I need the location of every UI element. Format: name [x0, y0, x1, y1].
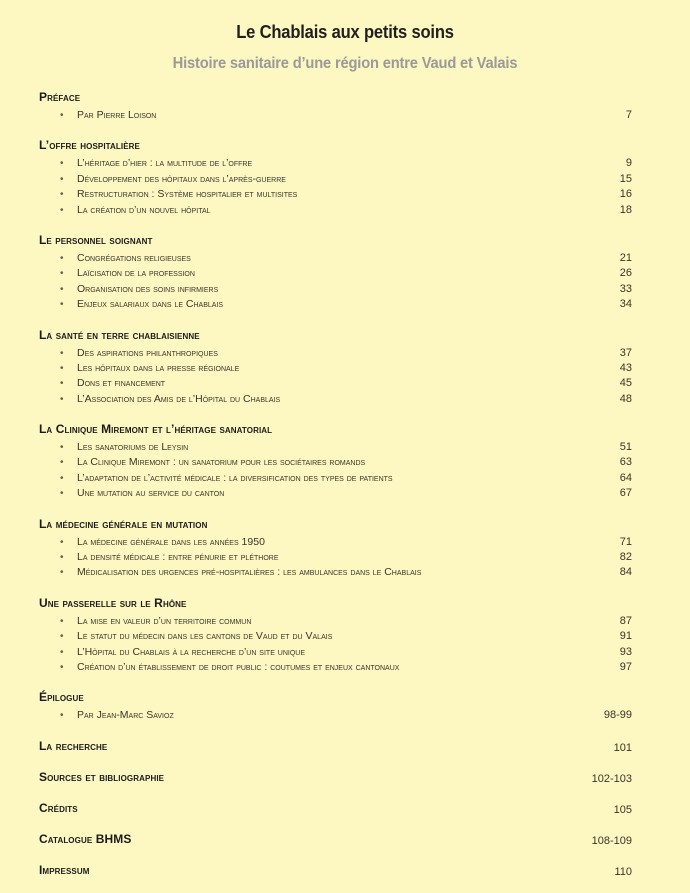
section-heading: Crédits	[39, 800, 78, 815]
bullet-icon: •	[60, 631, 64, 643]
toc-entry[interactable]	[39, 455, 632, 470]
entry-label: Enjeux salariaux dans le Chablais	[77, 298, 224, 311]
page-title: Le Chablais aux petits soins	[236, 22, 454, 42]
bullet-icon: •	[60, 189, 64, 201]
toc-standalone-entry[interactable]	[39, 738, 632, 769]
bullet-icon: •	[60, 567, 64, 579]
toc-entry[interactable]	[39, 550, 632, 565]
section-heading: Catalogue BHMS	[39, 831, 132, 846]
bullet-icon: •	[60, 646, 64, 658]
toc-entry[interactable]	[39, 282, 632, 297]
toc-entry[interactable]	[39, 297, 632, 312]
entry-page-number: 97	[619, 660, 632, 673]
entry-page-number: 34	[619, 298, 632, 311]
toc-entry[interactable]	[39, 565, 632, 580]
bullet-icon: •	[60, 378, 64, 390]
entry-label: L’Hôpital du Chablais à la recherche d’un site unique	[77, 645, 306, 658]
toc-entry[interactable]	[39, 614, 632, 629]
toc-entry[interactable]	[39, 660, 632, 675]
toc-section	[39, 421, 632, 502]
entry-page-number: 37	[619, 346, 632, 359]
bullet-icon: •	[60, 204, 64, 216]
bullet-icon: •	[60, 299, 64, 311]
toc-section	[39, 689, 632, 723]
entry-label: Des aspirations philanthropiques	[77, 346, 218, 359]
entry-page-number: 21	[619, 251, 632, 264]
toc-entry[interactable]	[39, 266, 632, 281]
toc-entry[interactable]	[39, 346, 632, 361]
toc-entry[interactable]	[39, 203, 632, 218]
entry-label: Développement des hôpitaux dans l’après-guerre	[77, 172, 286, 185]
bullet-icon: •	[60, 536, 64, 548]
toc-standalone-entry[interactable]	[39, 800, 632, 831]
entry-page-number: 48	[619, 392, 632, 405]
toc-standalone-entry[interactable]	[39, 862, 632, 893]
toc-entry[interactable]	[39, 172, 632, 187]
toc-section	[39, 232, 632, 313]
section-heading[interactable]: La Clinique Miremont et l’héritage sanatorial	[39, 422, 273, 437]
entry-label: La création d’un nouvel hôpital	[77, 203, 211, 216]
toc-entry[interactable]	[39, 187, 632, 202]
entry-label: Par Pierre Loison	[77, 109, 157, 121]
section-heading: Sources et bibliographie	[39, 769, 165, 784]
toc-entry[interactable]	[39, 392, 632, 407]
toc-standalone-entry[interactable]	[39, 831, 632, 862]
toc-entry[interactable]	[39, 535, 632, 550]
entry-page-number: 26	[619, 267, 632, 280]
entry-page-number: 18	[619, 203, 632, 216]
bullet-icon: •	[60, 442, 64, 454]
section-heading[interactable]: Une passerelle sur le Rhône	[39, 595, 187, 610]
entry-page-number: 84	[619, 566, 632, 579]
bullet-icon: •	[60, 158, 64, 170]
entry-page-number: 51	[619, 441, 632, 454]
section-heading: Impressum	[39, 862, 90, 877]
toc-entry[interactable]	[39, 108, 632, 123]
table-of-contents	[39, 89, 632, 893]
entry-label: Congrégations religieuses	[77, 251, 191, 264]
toc-entry[interactable]	[39, 645, 632, 660]
toc-entry[interactable]	[39, 471, 632, 486]
entry-page-number: 110	[614, 865, 632, 878]
entry-label: Médicalisation des urgences pré-hospitalières : les ambulances dans le Chablais	[77, 566, 422, 579]
entry-page-number: 82	[619, 551, 632, 564]
entry-label: Laïcisation de la profession	[77, 267, 195, 280]
section-heading[interactable]: Préface	[39, 90, 81, 104]
bullet-icon: •	[60, 268, 64, 280]
entry-label: Création d’un établissement de droit public : coutumes et enjeux cantonaux	[77, 660, 400, 673]
toc-entry[interactable]	[39, 251, 632, 266]
entry-page-number: 15	[619, 172, 632, 185]
entry-label: Organisation des soins infirmiers	[77, 282, 219, 295]
toc-section	[39, 89, 632, 123]
entry-label: Par Jean-Marc Savioz	[77, 709, 174, 722]
bullet-icon: •	[60, 362, 64, 374]
entry-label: Les hôpitaux dans la presse régionale	[77, 361, 240, 374]
toc-section	[39, 516, 632, 581]
bullet-icon: •	[60, 710, 64, 722]
toc-entry[interactable]	[39, 156, 632, 171]
section-heading[interactable]: Épilogue	[39, 690, 84, 705]
section-heading[interactable]: Le personnel soignant	[39, 232, 153, 247]
entry-label: La Clinique Miremont : un sanatorium pour les sociétaires romands	[77, 456, 366, 469]
bullet-icon: •	[60, 488, 64, 500]
bullet-icon: •	[60, 552, 64, 564]
bullet-icon: •	[60, 393, 64, 405]
toc-section	[39, 327, 632, 408]
bullet-icon: •	[60, 252, 64, 264]
section-heading: La recherche	[39, 738, 108, 753]
entry-label: La densité médicale : entre pénurie et pléthore	[77, 551, 279, 564]
entry-page-number: 105	[613, 803, 632, 816]
entry-page-number: 71	[619, 535, 632, 548]
toc-section	[39, 595, 632, 676]
entry-page-number: 16	[619, 188, 632, 201]
toc-entry[interactable]	[39, 361, 632, 376]
entry-page-number: 93	[619, 645, 632, 658]
entry-page-number: 98-99	[603, 709, 632, 722]
entry-page-number: 108-109	[591, 834, 632, 847]
entry-label: Le statut du médecin dans les cantons de Vaud et du Valais	[77, 630, 333, 643]
entry-page-number: 101	[613, 741, 632, 754]
entry-page-number: 63	[619, 456, 632, 469]
entry-label: L’Association des Amis de l’Hôpital du Chablais	[77, 392, 281, 405]
entry-label: L’héritage d’hier : la multitude de l’offre	[77, 157, 253, 170]
entry-page-number: 45	[619, 377, 632, 390]
entry-page-number: 33	[619, 282, 632, 295]
section-heading[interactable]: La médecine générale en mutation	[39, 516, 208, 531]
entry-page-number: 64	[619, 471, 632, 484]
toc-entry[interactable]	[39, 376, 632, 391]
bullet-icon: •	[60, 457, 64, 469]
entry-page-number: 9	[625, 157, 632, 170]
entry-page-number: 43	[619, 361, 632, 374]
entry-page-number: 7	[625, 109, 632, 121]
entry-page-number: 102-103	[591, 772, 632, 785]
page-subtitle: Histoire sanitaire d’une région entre Vaud et Valais	[172, 55, 518, 72]
toc-entry[interactable]	[39, 629, 632, 644]
entry-label: L’adaptation de l’activité médicale : la diversification des types de patients	[77, 471, 393, 484]
section-heading[interactable]: La santé en terre chablaisienne	[39, 327, 200, 342]
entry-page-number: 87	[619, 614, 632, 627]
toc-entry[interactable]	[39, 486, 632, 501]
entry-label: La médecine générale dans les années 1950	[77, 535, 265, 548]
entry-label: Restructuration : Système hospitalier et multisites	[77, 188, 298, 201]
entry-page-number: 91	[619, 630, 632, 643]
entry-page-number: 67	[619, 487, 632, 500]
entry-label: Les sanatoriums de Leysin	[77, 441, 189, 454]
bullet-icon: •	[60, 347, 64, 359]
bullet-icon: •	[60, 110, 64, 121]
entry-label: Une mutation au service du canton	[77, 487, 225, 500]
section-heading[interactable]: L’offre hospitalière	[39, 138, 140, 153]
bullet-icon: •	[60, 283, 64, 295]
entry-label: La mise en valeur d’un territoire commun	[77, 614, 252, 627]
entry-label: Dons et financement	[77, 377, 166, 390]
toc-entry[interactable]	[39, 708, 632, 723]
bullet-icon: •	[60, 661, 64, 673]
bullet-icon: •	[60, 472, 64, 484]
toc-entry[interactable]	[39, 440, 632, 455]
toc-section	[39, 137, 632, 218]
bullet-icon: •	[60, 173, 64, 185]
bullet-icon: •	[60, 615, 64, 627]
toc-standalone-entry[interactable]	[39, 769, 632, 800]
